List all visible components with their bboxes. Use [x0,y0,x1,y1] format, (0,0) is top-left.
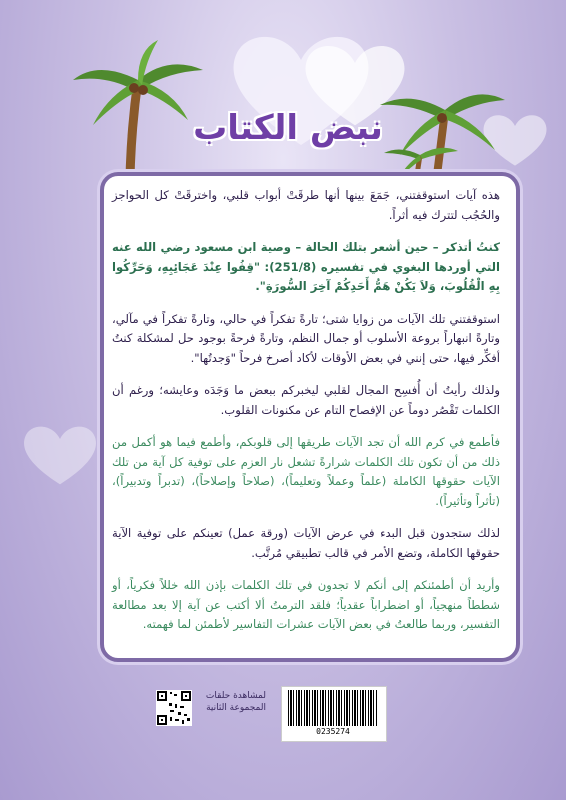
background-heart-decoration [20,420,100,490]
paragraph: فأطمع في كرم الله أن تجد الآيات طريقها إلى قلوبكم، وأطمع فيما هو أكمل من ذلك من أن تكون تلك الكلمات شرارةً تشعل نار العزم على توفية كل آية من تلك الآيات حقوقها الكاملة (علماً وعملاً وتعليماً)، (صلاحاً وإصلاحاً)، (تدبراً وتدبيراً)، (تأثراً وتأثيراً). [112,435,500,508]
paragraph: وأريد أن أطمئنكم إلى أنكم لا تجدون في تلك الكلمات بإذن الله خللاً فكرياً، أو شططاً منهجياً، أو اضطراباً عقدياً؛ فلقد الترمتُ ألا أكتب عن آية إلا بعد مطالعة التفسير، وربما طالعتُ في بعض الآيات عشرات التفاسير لأطمئن لما فهمته. [112,578,500,631]
body-text [112,186,500,648]
paragraph: ولذلك رأيتُ أن أُفسِح المجال لقلبي ليخبركم ببعض ما وَجَدَه وعايشه؛ ورغم أن الكلمات تَقْصُر دوماً عن الإفصاح التام عن مكنونات القلوب. [112,383,500,417]
paragraph: استوقفتني تلك الآيات من زوايا شتى؛ تارةً تفكراً في حالي، وتارةً تفكراً في مآلي، وتارةً انبهاراً بروعة الأسلوب أو جمال النظم، وتارةً فرحةً بوجود حل لمشكلة كنتُ أفكِّر فيها، حتى إنني في بعض الأوقات لأكاد أصرخ فرحاً "وَجدتُها". [112,311,500,365]
paragraph: كنتُ أتذكر – حين أشعر بتلك الحالة – وصية ابن مسعود رضي الله عنه التي أوردها البغوي في تفسيره (251/8): "قِفُوا عِنْدَ عَجَائِبِهِ، وَحَرِّكُوا بِهِ الْقُلُوبَ، وَلاَ يَكُنْ هَمُّ أَحَدِكُمْ آخِرَ السُّورَةِ". [112,240,500,293]
barcode-bars [288,690,378,726]
page-title: نبض الكتاب [193,108,383,148]
qr-code-icon[interactable] [156,690,192,726]
paragraph: لذلك ستجدون قبل البدء في عرض الآيات (ورقة عمل) تعينكم على توفية الآية حقوقها الكاملة، وتضع الأمر في قالب تطبيقي مُرتَّب. [112,526,500,560]
title-banner [190,102,386,154]
qr-label: لمشاهدة حلقات المجموعة الثانية [205,691,266,713]
barcode-number: 0235274 [316,727,350,736]
paragraph: هذه آيات استوقفتني، جَمَعَ بينها أنها طرقَتْ أبواب قلبي، واخترقَتْ كل الحواجز والحُجُب لتترك فيه أثراً. [112,188,500,222]
